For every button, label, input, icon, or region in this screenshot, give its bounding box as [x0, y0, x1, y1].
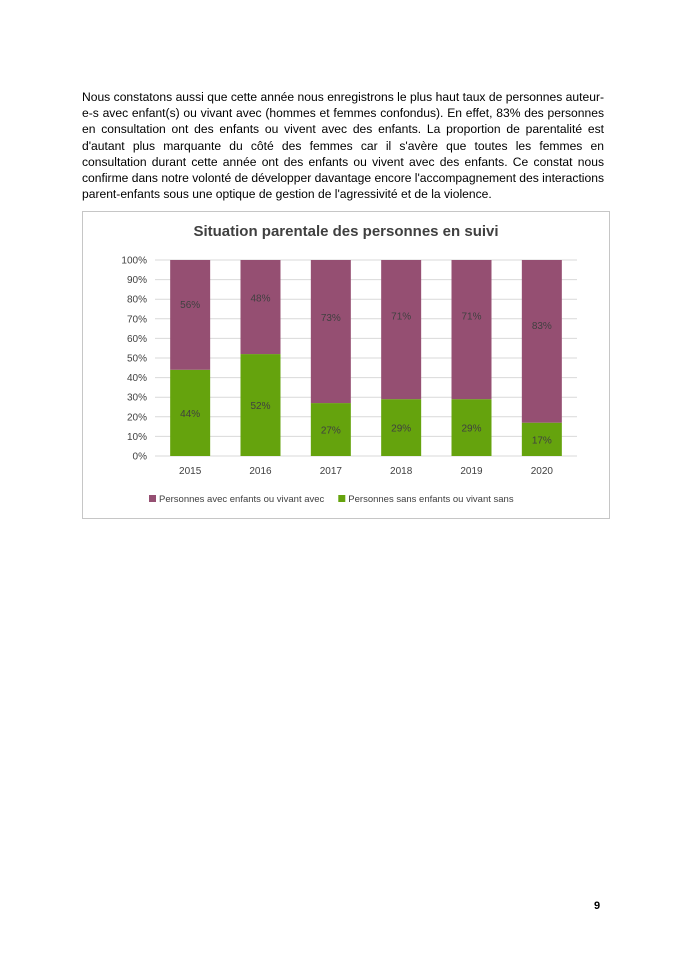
legend-label: Personnes avec enfants ou vivant avec: [159, 494, 325, 505]
x-tick-label: 2016: [249, 466, 272, 477]
legend-swatch: [149, 495, 156, 502]
y-tick-label: 30%: [126, 392, 147, 404]
page-number: 9: [594, 900, 601, 912]
chart-title: Situation parentale des personnes en suivi: [193, 223, 499, 240]
data-label: 56%: [180, 299, 201, 311]
bar-segment: [452, 260, 492, 399]
y-tick-label: 0%: [132, 451, 147, 463]
y-tick-label: 10%: [126, 431, 147, 443]
y-tick-label: 90%: [126, 275, 147, 287]
stacked-bar-chart: [83, 212, 609, 518]
gridlines: [155, 260, 577, 456]
data-label: 29%: [391, 423, 412, 435]
bar-segment: [381, 260, 421, 399]
data-label: 44%: [180, 408, 201, 420]
data-label: 71%: [391, 311, 412, 323]
bar-segment: [522, 260, 562, 423]
chart-container: [82, 211, 610, 519]
legend: [149, 494, 514, 505]
legend-swatch: [338, 495, 345, 502]
data-label: 52%: [250, 401, 271, 413]
data-label: 29%: [461, 423, 482, 435]
bar-segment: [170, 260, 210, 370]
data-label: 83%: [531, 321, 552, 333]
x-tick-label: 2020: [530, 466, 553, 477]
data-label: 71%: [461, 311, 482, 323]
data-label: 73%: [320, 313, 341, 325]
data-labels: [180, 294, 552, 447]
bar-segment: [241, 260, 281, 354]
y-tick-label: 60%: [126, 333, 147, 345]
y-tick-label: 70%: [126, 314, 147, 326]
bar-segment: [311, 260, 351, 403]
body-paragraph: Nous constatons aussi que cette année nous enregistrons le plus haut taux de personnes auteur-e-s avec enfant(s) ou vivant avec (hommes et femmes confondus). En effet, 83% des personnes en consultation ont des enfants ou vivent avec des enfants. La proportion de parentalité est d'autant plus marquante du côté des femmes car il s'avère que toutes les femmes en consultation durant cette année ont des enfants ou vivent avec des enfants. Ce constat nous confirme dans notre volonté de développer davantage encore l'accompagnement des interactions parent-enfants sous une optique de gestion de l'agressivité et de la violence.: [82, 90, 604, 202]
y-tick-label: 40%: [126, 373, 147, 385]
y-tick-label: 80%: [126, 294, 147, 306]
x-tick-label: 2019: [460, 466, 483, 477]
y-tick-label: 20%: [126, 412, 147, 424]
data-label: 27%: [320, 425, 341, 437]
x-tick-label: 2018: [390, 466, 413, 477]
data-label: 17%: [531, 435, 552, 447]
x-tick-label: 2015: [179, 466, 202, 477]
x-tick-label: 2017: [319, 466, 342, 477]
y-tick-label: 100%: [121, 255, 147, 267]
y-axis: [121, 256, 147, 463]
x-axis: [179, 466, 553, 477]
data-label: 48%: [250, 293, 271, 305]
y-tick-label: 50%: [126, 353, 147, 365]
legend-label: Personnes sans enfants ou vivant sans: [348, 494, 514, 505]
